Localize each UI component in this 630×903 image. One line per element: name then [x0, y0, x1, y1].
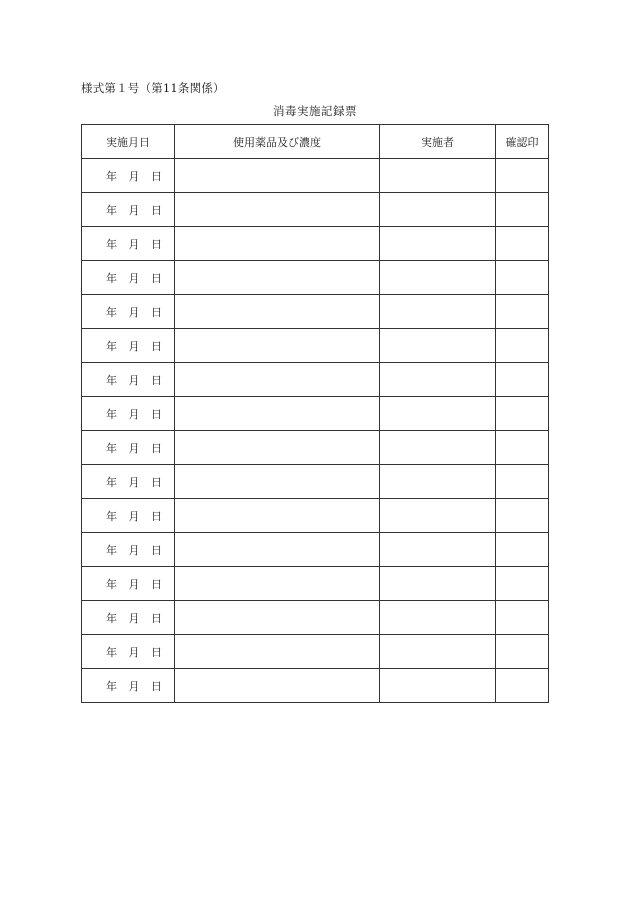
chemical-cell[interactable]	[175, 431, 380, 465]
seal-cell[interactable]	[496, 635, 549, 669]
chemical-cell[interactable]	[175, 363, 380, 397]
date-year-label: 年	[106, 407, 117, 421]
table-body	[82, 159, 549, 703]
seal-cell[interactable]	[496, 567, 549, 601]
date-year-label: 年	[106, 645, 117, 659]
chemical-cell[interactable]	[175, 193, 380, 227]
date-month-label: 月	[128, 237, 140, 251]
chemical-cell[interactable]	[175, 499, 380, 533]
date-year-label: 年	[106, 509, 117, 523]
column-header-operator: 実施者	[380, 125, 496, 159]
date-month-label: 月	[128, 271, 140, 285]
chemical-cell[interactable]	[175, 567, 380, 601]
date-cell[interactable]	[82, 227, 175, 261]
chemical-cell[interactable]	[175, 261, 380, 295]
form-number: 様式第１号（第11条関係）	[81, 81, 225, 95]
date-fields	[82, 474, 174, 490]
operator-cell[interactable]	[380, 227, 496, 261]
table-row	[82, 193, 549, 227]
chemical-cell[interactable]	[175, 533, 380, 567]
table-row	[82, 397, 549, 431]
operator-cell[interactable]	[380, 295, 496, 329]
date-fields	[82, 338, 174, 354]
date-cell[interactable]	[82, 567, 175, 601]
date-cell[interactable]	[82, 601, 175, 635]
date-day-label: 日	[151, 577, 162, 591]
table-row	[82, 363, 549, 397]
operator-cell[interactable]	[380, 193, 496, 227]
date-month-label: 月	[128, 679, 140, 693]
date-month-label: 月	[128, 407, 140, 421]
chemical-cell[interactable]	[175, 465, 380, 499]
date-fields	[82, 576, 174, 592]
table-row	[82, 635, 549, 669]
operator-cell[interactable]	[380, 533, 496, 567]
date-month-label: 月	[128, 339, 140, 353]
column-header-chemical: 使用薬品及び濃度	[175, 125, 380, 159]
table-row	[82, 601, 549, 635]
operator-cell[interactable]	[380, 601, 496, 635]
chemical-cell[interactable]	[175, 669, 380, 703]
operator-cell[interactable]	[380, 329, 496, 363]
date-month-label: 月	[128, 203, 140, 217]
table-row	[82, 431, 549, 465]
seal-cell[interactable]	[496, 261, 549, 295]
date-fields	[82, 304, 174, 320]
table-row	[82, 329, 549, 363]
date-month-label: 月	[128, 373, 140, 387]
date-month-label: 月	[128, 475, 140, 489]
operator-cell[interactable]	[380, 261, 496, 295]
date-cell[interactable]	[82, 193, 175, 227]
operator-cell[interactable]	[380, 431, 496, 465]
seal-cell[interactable]	[496, 669, 549, 703]
date-cell[interactable]	[82, 499, 175, 533]
date-fields	[82, 202, 174, 218]
seal-cell[interactable]	[496, 465, 549, 499]
seal-cell[interactable]	[496, 159, 549, 193]
seal-cell[interactable]	[496, 193, 549, 227]
date-day-label: 日	[151, 339, 162, 353]
table-row	[82, 533, 549, 567]
chemical-cell[interactable]	[175, 329, 380, 363]
date-year-label: 年	[106, 271, 117, 285]
operator-cell[interactable]	[380, 635, 496, 669]
operator-cell[interactable]	[380, 499, 496, 533]
chemical-cell[interactable]	[175, 295, 380, 329]
date-day-label: 日	[151, 441, 162, 455]
seal-cell[interactable]	[496, 533, 549, 567]
chemical-cell[interactable]	[175, 635, 380, 669]
date-year-label: 年	[106, 679, 117, 693]
header-row	[82, 125, 549, 159]
table-row	[82, 669, 549, 703]
table-row	[82, 567, 549, 601]
date-day-label: 日	[151, 203, 162, 217]
table-row	[82, 295, 549, 329]
date-year-label: 年	[106, 203, 117, 217]
date-fields	[82, 542, 174, 558]
date-fields	[82, 644, 174, 660]
date-fields	[82, 270, 174, 286]
date-cell[interactable]	[82, 397, 175, 431]
seal-cell[interactable]	[496, 295, 549, 329]
date-fields	[82, 440, 174, 456]
date-cell[interactable]	[82, 159, 175, 193]
seal-cell[interactable]	[496, 499, 549, 533]
date-year-label: 年	[106, 441, 117, 455]
date-month-label: 月	[128, 611, 140, 625]
date-day-label: 日	[151, 543, 162, 557]
date-cell[interactable]	[82, 431, 175, 465]
date-day-label: 日	[151, 407, 162, 421]
date-fields	[82, 372, 174, 388]
date-day-label: 日	[151, 679, 162, 693]
chemical-cell[interactable]	[175, 227, 380, 261]
date-fields	[82, 236, 174, 252]
chemical-cell[interactable]	[175, 601, 380, 635]
date-day-label: 日	[151, 271, 162, 285]
date-year-label: 年	[106, 373, 117, 387]
operator-cell[interactable]	[380, 397, 496, 431]
operator-cell[interactable]	[380, 363, 496, 397]
seal-cell[interactable]	[496, 431, 549, 465]
date-year-label: 年	[106, 305, 117, 319]
operator-cell[interactable]	[380, 465, 496, 499]
date-month-label: 月	[128, 645, 140, 659]
date-year-label: 年	[106, 475, 117, 489]
date-month-label: 月	[128, 305, 140, 319]
date-fields	[82, 610, 174, 626]
date-day-label: 日	[151, 611, 162, 625]
chemical-cell[interactable]	[175, 159, 380, 193]
table-row	[82, 227, 549, 261]
date-day-label: 日	[151, 509, 162, 523]
date-month-label: 月	[128, 543, 140, 557]
date-month-label: 月	[128, 509, 140, 523]
date-year-label: 年	[106, 543, 117, 557]
date-fields	[82, 168, 174, 184]
operator-cell[interactable]	[380, 669, 496, 703]
chemical-cell[interactable]	[175, 397, 380, 431]
date-cell[interactable]	[82, 329, 175, 363]
date-cell[interactable]	[82, 465, 175, 499]
date-year-label: 年	[106, 577, 117, 591]
date-fields	[82, 406, 174, 422]
table-header	[82, 125, 549, 159]
operator-cell[interactable]	[380, 159, 496, 193]
operator-cell[interactable]	[380, 567, 496, 601]
date-month-label: 月	[128, 577, 140, 591]
form-title: 消毒実施記録票	[273, 104, 357, 118]
date-year-label: 年	[106, 339, 117, 353]
disinfection-record-table	[81, 124, 549, 703]
date-day-label: 日	[151, 305, 162, 319]
seal-cell[interactable]	[496, 601, 549, 635]
seal-cell[interactable]	[496, 363, 549, 397]
date-day-label: 日	[151, 237, 162, 251]
seal-cell[interactable]	[496, 329, 549, 363]
date-month-label: 月	[128, 441, 140, 455]
table-row	[82, 159, 549, 193]
seal-cell[interactable]	[496, 227, 549, 261]
column-header-date: 実施月日	[82, 125, 175, 159]
table-row	[82, 499, 549, 533]
date-cell[interactable]	[82, 261, 175, 295]
date-year-label: 年	[106, 237, 117, 251]
table-row	[82, 465, 549, 499]
date-cell[interactable]	[82, 363, 175, 397]
table-row	[82, 261, 549, 295]
date-day-label: 日	[151, 645, 162, 659]
date-fields	[82, 508, 174, 524]
date-year-label: 年	[106, 611, 117, 625]
date-fields	[82, 678, 174, 694]
date-cell[interactable]	[82, 295, 175, 329]
date-cell[interactable]	[82, 533, 175, 567]
date-day-label: 日	[151, 475, 162, 489]
column-header-seal: 確認印	[496, 125, 549, 159]
seal-cell[interactable]	[496, 397, 549, 431]
date-cell[interactable]	[82, 669, 175, 703]
date-cell[interactable]	[82, 635, 175, 669]
date-year-label: 年	[106, 169, 117, 183]
date-month-label: 月	[128, 169, 140, 183]
date-day-label: 日	[151, 373, 162, 387]
date-day-label: 日	[151, 169, 162, 183]
